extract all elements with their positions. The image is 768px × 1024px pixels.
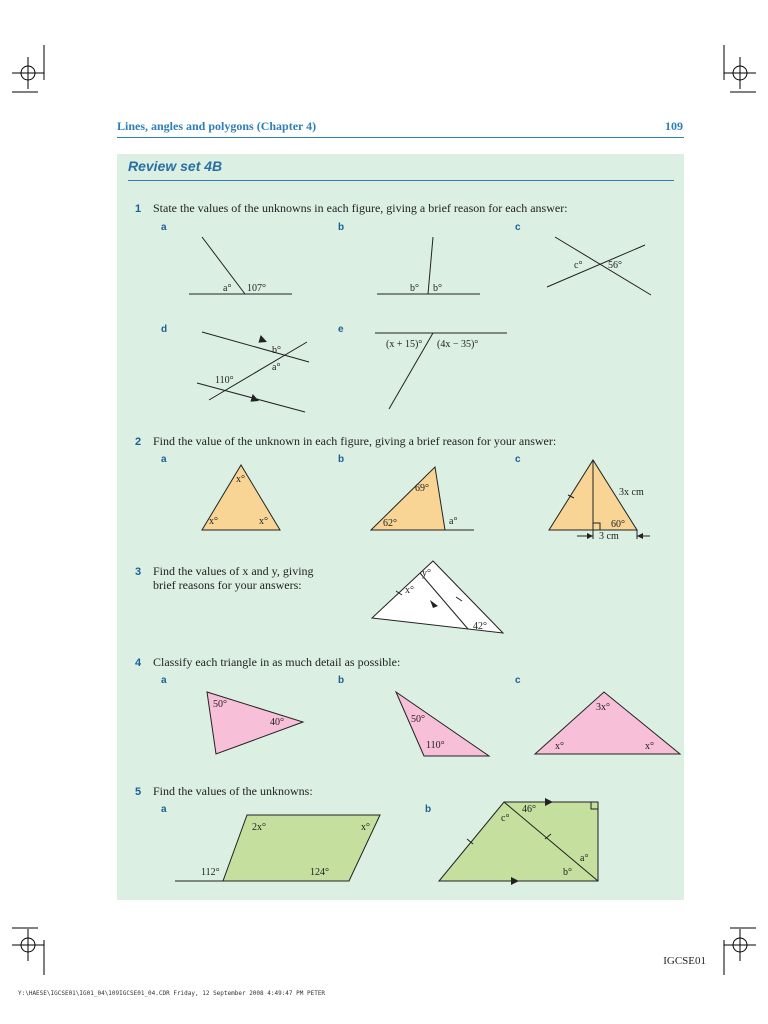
footer-code: IGCSE01 xyxy=(663,955,706,967)
q2-part-c: c xyxy=(515,454,521,465)
header-rule xyxy=(117,137,684,138)
q4c-label-x-right: x° xyxy=(645,741,654,752)
q4b-label-110: 110° xyxy=(426,740,445,751)
question-1-text: State the values of the unknowns in each figure, giving a brief reason for each answer: xyxy=(153,201,568,215)
q4b-label-50: 50° xyxy=(411,714,425,725)
q1a-label-107: 107° xyxy=(247,283,266,294)
q4-part-b: b xyxy=(338,675,345,686)
q5-part-a: a xyxy=(161,804,167,815)
q4-figures xyxy=(117,680,684,770)
q4-part-c: c xyxy=(515,675,521,686)
q3-figure xyxy=(360,555,520,640)
question-4-text: Classify each triangle in as much detail as possible: xyxy=(153,655,401,669)
q1e-label-left: (x + 15)° xyxy=(386,339,423,350)
q1e-label-right: (4x − 35)° xyxy=(437,339,479,350)
q4c-label-3x: 3x° xyxy=(596,702,610,713)
chapter-header: Lines, angles and polygons (Chapter 4) xyxy=(117,119,317,133)
q5b-label-46: 46° xyxy=(522,804,536,815)
question-4-number: 4 xyxy=(135,657,142,669)
question-3-number: 3 xyxy=(135,566,142,578)
question-2-number: 2 xyxy=(135,436,142,448)
q2-part-a: a xyxy=(161,454,167,465)
q5-figures xyxy=(117,795,684,895)
q2b-label-a: a° xyxy=(449,516,458,527)
question-1-number: 1 xyxy=(135,203,142,215)
q1d-label-110: 110° xyxy=(215,375,234,386)
q1b-label-left: b° xyxy=(410,283,419,294)
q5b-label-a: a° xyxy=(580,853,589,864)
q4c-label-x-left: x° xyxy=(555,741,564,752)
question-5-number: 5 xyxy=(135,786,142,798)
q2c-label-3xcm: 3x cm xyxy=(619,487,644,498)
question-5-text: Find the values of the unknowns: xyxy=(153,784,313,798)
question-3-text-line2: brief reasons for your answers: xyxy=(153,578,302,592)
q5-part-b: b xyxy=(425,804,432,815)
q2a-label-left: x° xyxy=(209,516,218,527)
q1-figures xyxy=(117,225,684,425)
q2a-label-right: x° xyxy=(259,516,268,527)
q1-part-a: a xyxy=(161,222,167,233)
question-2-text: Find the value of the unknown in each figure, giving a brief reason for your answer: xyxy=(153,434,557,448)
question-3-text-line1: Find the values of x and y, giving xyxy=(153,564,314,578)
q1a-label-a: a° xyxy=(223,283,232,294)
q2-part-b: b xyxy=(338,454,345,465)
q1-part-c: c xyxy=(515,222,521,233)
q1-part-e: e xyxy=(338,324,344,335)
q3-label-y: y° xyxy=(422,568,431,579)
page-number: 109 xyxy=(665,119,683,133)
q4a-label-50: 50° xyxy=(213,699,227,710)
q5a-label-112: 112° xyxy=(201,867,220,878)
print-slug: Y:\HAESE\IGCSE01\IG01_04\109IGCSE01_04.CDR Friday, 12 September 2008 4:49:47 PM PETER xyxy=(18,990,326,997)
review-set-title: Review set 4B xyxy=(128,158,223,174)
q5b-label-b: b° xyxy=(563,867,572,878)
review-title-rule xyxy=(128,180,674,181)
q2c-label-60: 60° xyxy=(611,519,625,530)
q5a-label-124: 124° xyxy=(310,867,329,878)
q5a-label-x: x° xyxy=(361,822,370,833)
q2c-label-3cm: 3 cm xyxy=(599,531,619,542)
q2-figures xyxy=(117,455,684,550)
q1c-label-56: 56° xyxy=(608,260,622,271)
q3-label-x: x° xyxy=(405,585,414,596)
q1c-label-c: c° xyxy=(574,260,583,271)
q5b-label-c: c° xyxy=(501,813,510,824)
q1d-label-a: a° xyxy=(272,362,281,373)
q3-label-42: 42° xyxy=(473,621,487,632)
q2b-label-69: 69° xyxy=(415,483,429,494)
q4a-label-40: 40° xyxy=(270,717,284,728)
q2a-label-top: x° xyxy=(236,474,245,485)
q5a-label-2x: 2x° xyxy=(252,822,266,833)
q1-part-b: b xyxy=(338,222,345,233)
q1-part-d: d xyxy=(161,324,168,335)
q4-part-a: a xyxy=(161,675,167,686)
q1b-label-right: b° xyxy=(433,283,442,294)
q2b-label-62: 62° xyxy=(383,518,397,529)
q1d-label-b: b° xyxy=(272,345,281,356)
